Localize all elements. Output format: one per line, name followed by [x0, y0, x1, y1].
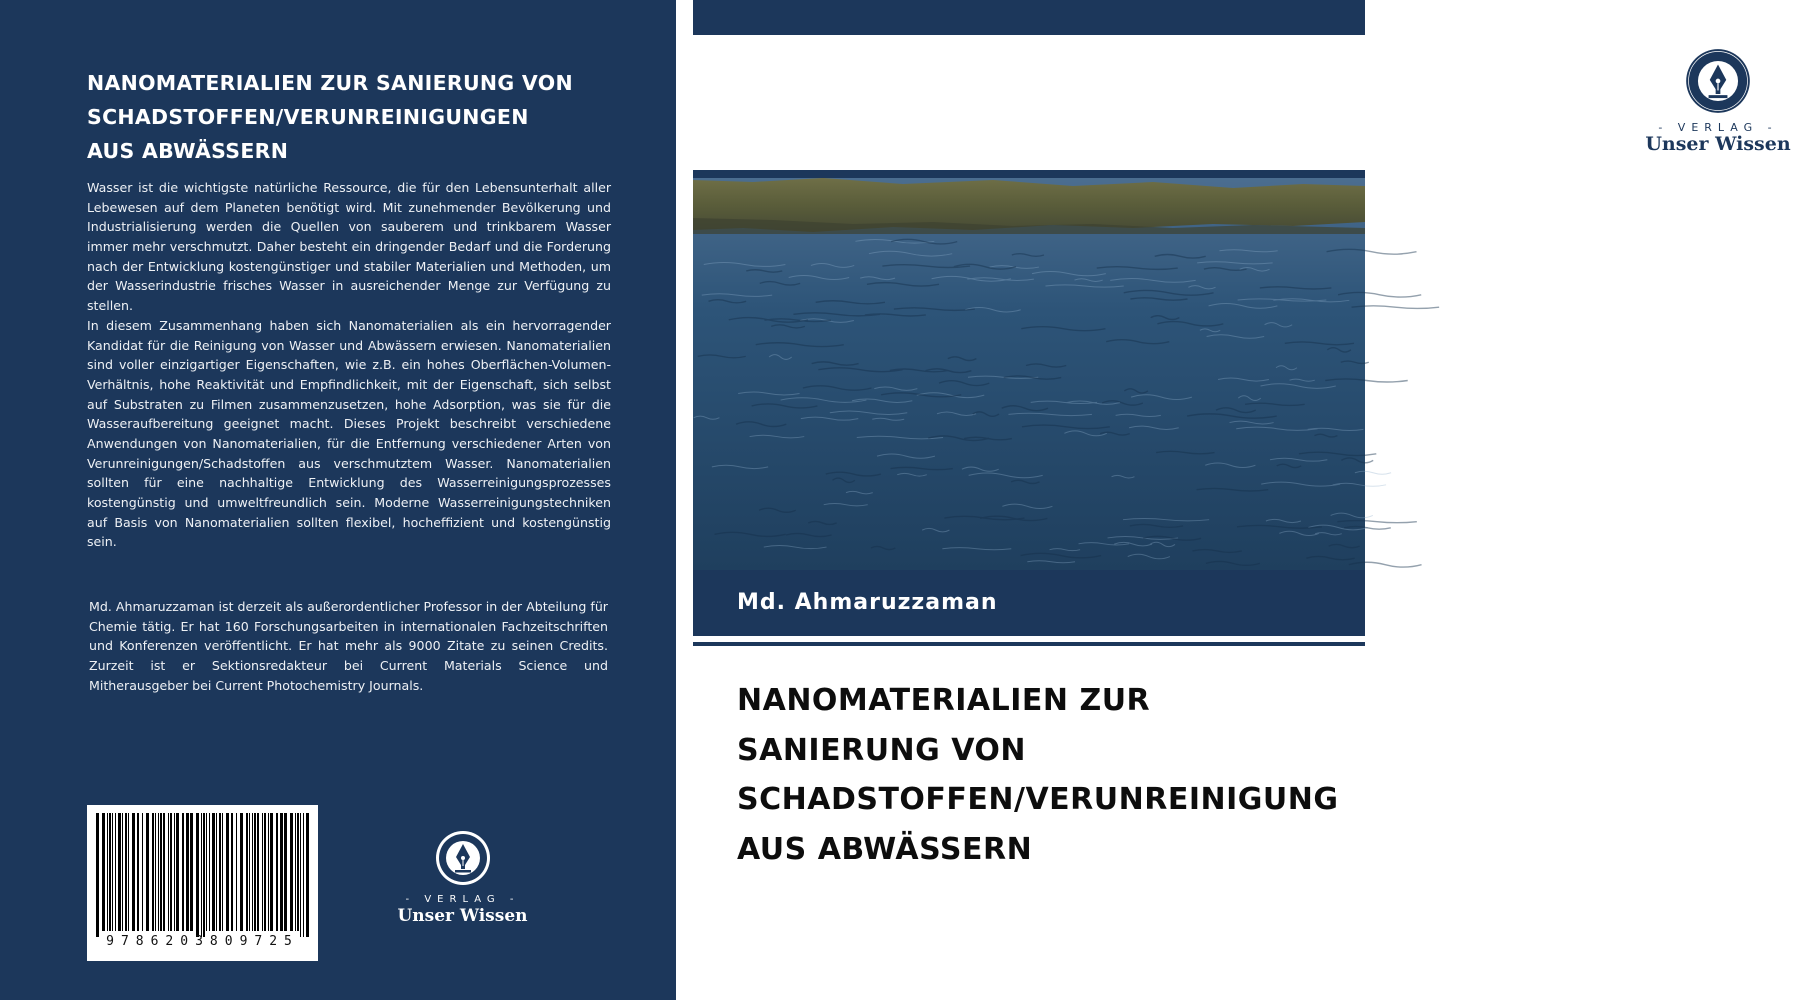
- barcode-bar: [182, 813, 184, 931]
- cover-photo-sea: [693, 170, 1365, 570]
- barcode-bar: [176, 813, 179, 931]
- publisher-name: Unser Wissen: [1645, 133, 1791, 155]
- barcode-bar: [284, 813, 287, 931]
- barcode-bar: [109, 813, 111, 931]
- barcode-bar: [249, 813, 250, 931]
- barcode-bar: [96, 813, 99, 937]
- barcode-bar: [212, 813, 215, 931]
- publisher-verlag-label: - VERLAG -: [1658, 121, 1778, 134]
- front-cover-title: NANOMATERIALIEN ZUR SANIERUNG VON SCHADSTOFFEN/VERUNREINIGUNG AUS ABWÄSSERN: [737, 683, 1339, 867]
- barcode-bar: [306, 813, 309, 937]
- barcode-bar: [125, 813, 127, 931]
- sea-landscape-image: [693, 170, 1365, 570]
- publisher-name: Unser Wissen: [397, 906, 528, 926]
- barcode-bar: [280, 813, 283, 931]
- front-cover: [693, 0, 1791, 1000]
- back-cover-title: NANOMATERIALIEN ZUR SANIERUNG VON SCHADSTOFFEN/VERUNREINIGUNGEN AUS ABWÄSSERN: [87, 71, 573, 163]
- barcode-bar: [209, 813, 210, 931]
- barcode-bar: [252, 813, 253, 931]
- isbn-barcode: [87, 805, 318, 961]
- barcode-bar: [246, 813, 248, 931]
- front-author-name: Md. Ahmaruzzaman: [737, 590, 998, 615]
- publisher-verlag-label: - VERLAG -: [405, 894, 520, 905]
- spine-gap: [676, 0, 693, 1000]
- barcode-bar: [196, 813, 199, 937]
- barcode-bar: [240, 813, 243, 931]
- barcode-bar: [146, 813, 149, 931]
- barcode-bar: [168, 813, 169, 931]
- photo-top-rule: [693, 170, 1365, 178]
- barcode-bar: [102, 813, 105, 931]
- publisher-logo-back: [395, 830, 530, 926]
- barcode-bar: [297, 813, 299, 931]
- barcode-bar: [115, 813, 116, 931]
- front-top-bar: [693, 0, 1365, 35]
- barcode-bar: [290, 813, 293, 931]
- barcode-bar: [264, 813, 266, 931]
- barcode-bar: [219, 813, 221, 931]
- barcode-bar: [132, 813, 135, 931]
- blurb-paragraph-2: In diesem Zusammenhang haben sich Nanomaterialien als ein hervorragender Kandidat für die Reinigung von Wasser und Abwässern erwiesen. Nanomaterialien sind voller einzigartiger Eigenschaften, wie z.B. ein hohes Oberflächen-Volumen-Verhältnis, hohe Reaktivität und Empfindlichkeit, mit der Eigenschaft, sich selbst auf Substraten zu Filmen zusammenzusetzen, hohe Adsorption, was sie für die Wasseraufbereitung geeignet macht. Dieses Projekt beschreibt verschiedene Anwendungen von Nanomaterialien, für die Entfernung verschiedener Arten von Verunreinigungen/Schadstoffen aus verschmutztem Wasser. Nanomaterialien sollten für eine nachhaltige Entwicklung des Wasserreinigungsprozesses kostengünstig und umweltfreundlich sein. Moderne Wasserreinigungstechniken auf Basis von Nanomaterialien sollten flexibel, hocheffizient und kostengünstig sein.: [87, 318, 611, 550]
- barcode-bar: [112, 813, 113, 931]
- barcode-bar: [203, 813, 205, 937]
- author-bio: Md. Ahmaruzzaman ist derzeit als außerordentlicher Professor in der Abteilung für Chemie tätig. Er hat 160 Forschungsarbeiten in internationalen Fachzeitschriften und Konferenzen veröffentlicht. Er hat mehr als 9000 Zitate zu seinen Credits. Zurzeit ist er Sektionsredakteur bei Current Materials Science und Mitherausgeber bei Current Photochemistry Journals.: [89, 599, 608, 693]
- barcode-bar: [254, 813, 256, 931]
- barcode-bar: [160, 813, 162, 931]
- barcode-bar: [268, 813, 269, 931]
- barcode-bar: [270, 813, 273, 931]
- publisher-logo-front: [1638, 48, 1798, 154]
- author-band: [693, 570, 1365, 636]
- barcode-bar: [262, 813, 263, 931]
- barcode-bar: [118, 813, 121, 931]
- blurb-paragraph-1: Wasser ist die wichtigste natürliche Ressource, die für den Lebensunterhalt aller Lebewesen auf dem Planeten benötigt wird. Mit zunehmender Bevölkerung und Industrialisierung werden die Quellen von sauberem und trinkbarem Wasser immer mehr verschmutzt. Daher besteht ein dringender Bedarf und die Forderung nach der Entwicklung kostengünstiger und stabiler Materialien und Methoden, um der Wasserindustrie frisches Wasser in ausreichender Menge zur Verfügung zu stellen.: [87, 180, 611, 313]
- barcode-bar: [231, 813, 233, 931]
- fountain-pen-seal-icon: [1685, 48, 1751, 114]
- barcode-bar: [158, 813, 159, 931]
- barcode-bar: [128, 813, 129, 931]
- barcode-bar: [226, 813, 229, 931]
- barcode-bar: [257, 813, 259, 931]
- divider-rule: [693, 642, 1365, 646]
- barcode-bar: [170, 813, 172, 931]
- barcode-bar: [206, 813, 207, 931]
- barcode-bar: [137, 813, 139, 931]
- barcode-bar: [222, 813, 223, 931]
- barcode-bars-icon: [94, 813, 311, 937]
- barcode-bar: [163, 813, 165, 931]
- barcode-bar: [142, 813, 143, 931]
- barcode-bar: [122, 813, 123, 931]
- barcode-bar: [276, 813, 278, 931]
- barcode-bar: [155, 813, 156, 931]
- barcode-bar: [303, 813, 304, 937]
- fountain-pen-seal-icon: [435, 830, 491, 886]
- isbn-digits: 9786203809725: [106, 934, 299, 949]
- barcode-bar: [295, 813, 296, 931]
- barcode-bar: [107, 813, 108, 931]
- barcode-bar: [152, 813, 154, 931]
- barcode-bar: [201, 813, 202, 937]
- barcode-bar: [174, 813, 175, 931]
- barcode-bar: [300, 813, 301, 937]
- barcode-bar: [186, 813, 189, 931]
- barcode-bar: [216, 813, 217, 931]
- back-cover: [0, 0, 676, 1000]
- barcode-bar: [236, 813, 237, 931]
- barcode-bar: [190, 813, 193, 931]
